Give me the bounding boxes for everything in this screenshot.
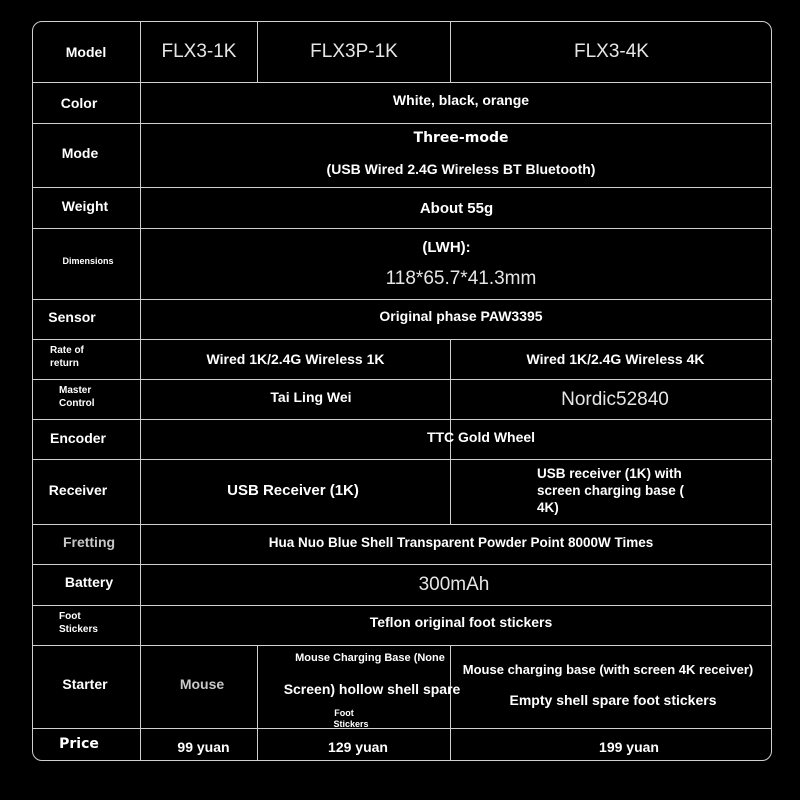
- starter-4k-line2: Empty shell spare foot stickers: [509, 692, 717, 708]
- foot-label-line2: Stickers: [59, 624, 98, 635]
- fretting-label: Fretting: [62, 534, 116, 550]
- dimensions-value: 118*65.7*41.3mm: [385, 268, 537, 289]
- weight-label: Weight: [61, 198, 109, 214]
- starter-4k-line1: Mouse charging base (with screen 4K receiver): [462, 661, 754, 677]
- fretting-value: Hua Nuo Blue Shell Transparent Powder Point 8000W Times: [268, 534, 654, 550]
- price-flx3-1k: 99 yuan: [177, 739, 230, 755]
- battery-value: 300mAh: [418, 574, 490, 595]
- rate-label: [32, 344, 140, 374]
- receiver-value-4k-line2: screen charging base (: [537, 483, 685, 498]
- foot-label-line1: Foot: [59, 611, 81, 622]
- column-divider: [450, 459, 451, 525]
- master-label-line2: Control: [59, 398, 95, 409]
- price-flx3-4k: 199 yuan: [599, 739, 659, 755]
- dimensions-label: Dimensions: [62, 256, 114, 266]
- row-divider: [32, 123, 772, 124]
- encoder-label: Encoder: [49, 430, 106, 446]
- battery-label: Battery: [64, 574, 114, 590]
- receiver-value-4k-line3: 4K): [537, 500, 559, 515]
- master-label-line1: Master: [59, 385, 92, 396]
- model-label: Model: [65, 43, 107, 60]
- sensor-label: Sensor: [48, 309, 96, 325]
- model-flx3p-1k: FLX3P-1K: [310, 40, 398, 62]
- rate-label-line2: return: [50, 358, 79, 369]
- model-flx3-1k: FLX3-1K: [161, 40, 237, 62]
- mode-value-title: Three-mode: [413, 130, 509, 146]
- sensor-value: Original phase PAW3395: [379, 308, 543, 324]
- encoder-value: TTC Gold Wheel: [426, 429, 536, 445]
- rate-label-line1: Rate of: [50, 345, 84, 356]
- weight-value: About 55g: [419, 199, 494, 217]
- color-label: Color: [60, 95, 98, 111]
- model-flx3-4k: FLX3-4K: [574, 40, 649, 62]
- starter-charging-base-line2: Screen) hollow shell spare: [283, 681, 461, 697]
- receiver-label: Receiver: [48, 482, 108, 498]
- receiver-value-4k-line1: USB receiver (1K) with: [537, 466, 682, 481]
- starter-foot-line: Foot: [334, 708, 354, 718]
- starter-stickers-line: Stickers: [333, 719, 369, 729]
- foot-label: [32, 610, 140, 640]
- mode-value-detail: (USB Wired 2.4G Wireless BT Bluetooth): [326, 161, 596, 177]
- color-value: White, black, orange: [392, 92, 530, 108]
- receiver-value-1k: USB Receiver (1K): [227, 481, 359, 499]
- starter-charging-base-line1: Mouse Charging Base (None: [295, 652, 445, 664]
- master-value-4k: Nordic52840: [561, 389, 669, 410]
- price-label: Price: [59, 736, 99, 752]
- rate-value-4k: Wired 1K/2.4G Wireless 4K: [526, 351, 705, 367]
- master-label: [32, 384, 140, 414]
- price-flx3p-1k: 129 yuan: [328, 739, 388, 755]
- mode-label: Mode: [61, 145, 99, 161]
- starter-mouse: Mouse: [179, 676, 225, 692]
- rate-value-1k: Wired 1K/2.4G Wireless 1K: [206, 351, 385, 367]
- dimensions-value-title: (LWH):: [422, 238, 471, 256]
- receiver-value-4k: [537, 465, 757, 519]
- starter-label: Starter: [62, 676, 108, 692]
- foot-value: Teflon original foot stickers: [369, 614, 553, 630]
- master-value-1k: Tai Ling Wei: [270, 389, 352, 405]
